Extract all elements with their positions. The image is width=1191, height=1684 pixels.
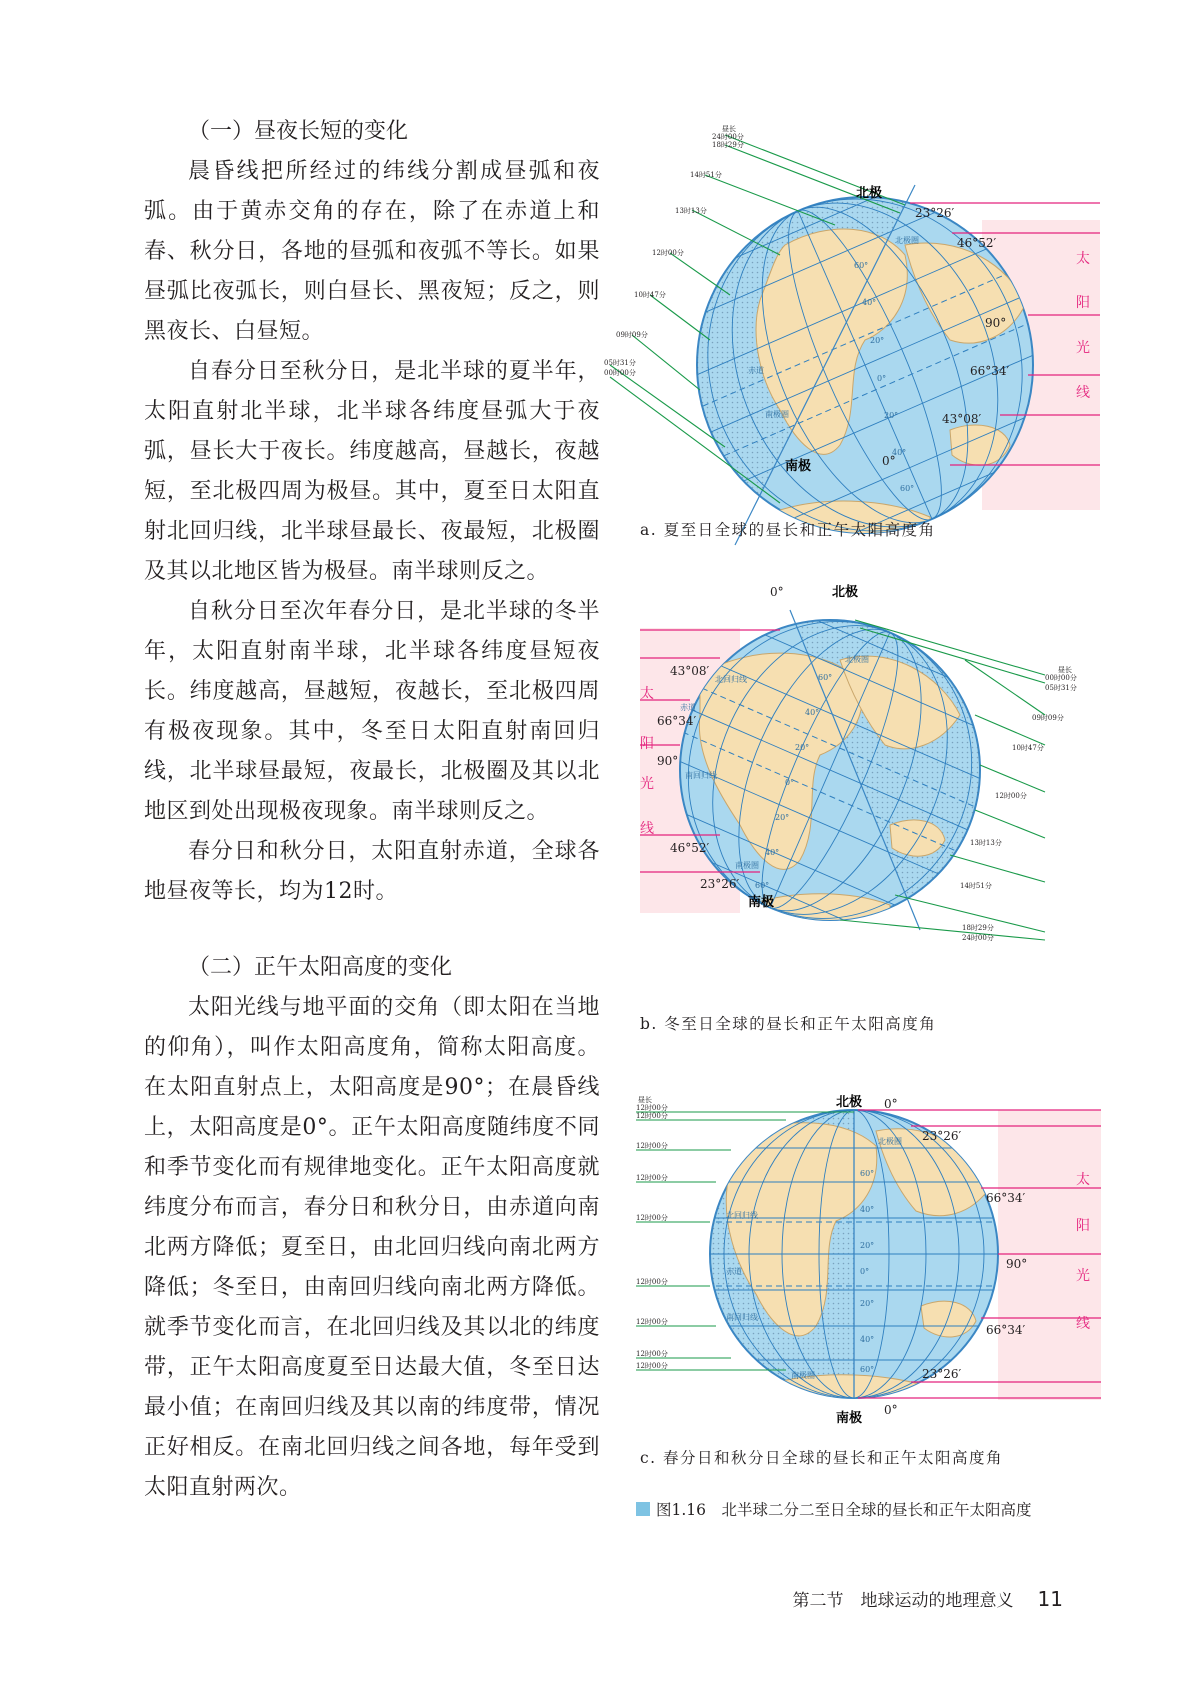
svg-text:12时00分: 12时00分 [636,1174,668,1182]
south-pole-label: 南极 [785,459,812,474]
svg-text:阳: 阳 [1076,295,1090,311]
svg-text:南极圈: 南极圈 [765,410,789,419]
svg-text:20°: 20° [860,1299,875,1308]
svg-text:60°: 60° [860,1169,875,1178]
svg-text:12时00分: 12时00分 [652,249,684,257]
north-pole-label: 北极 [832,585,859,600]
svg-text:赤道: 赤道 [748,366,764,375]
svg-text:赤道: 赤道 [680,703,696,712]
svg-text:光: 光 [1076,340,1090,356]
body-text-column [144,112,600,1508]
svg-text:00时00分: 00时00分 [1045,674,1077,682]
svg-text:12时00分: 12时00分 [636,1362,668,1370]
svg-text:12时00分: 12时00分 [636,1278,668,1286]
figure-summer-solstice [604,125,1100,510]
svg-text:赤道: 赤道 [726,1267,742,1276]
svg-text:05时31分: 05时31分 [1045,684,1077,692]
svg-text:40°: 40° [765,848,780,857]
svg-text:20°: 20° [775,813,790,822]
svg-text:66°34′: 66°34′ [986,1323,1026,1337]
svg-text:24时00分: 24时00分 [712,133,744,141]
svg-text:90°: 90° [657,754,679,768]
south-pole-label: 南极 [748,895,775,910]
svg-text:阳: 阳 [1076,1218,1090,1234]
svg-text:12时00分: 12时00分 [636,1104,668,1112]
svg-text:阳: 阳 [640,736,654,752]
svg-text:20°: 20° [884,411,899,420]
svg-text:0°: 0° [785,778,795,787]
svg-text:0°: 0° [884,1403,898,1417]
caption-winter-solstice: b. 冬至日全球的昼长和正午太阳高度角 [640,1015,937,1033]
svg-text:14时51分: 14时51分 [960,882,992,890]
svg-text:24时00分: 24时00分 [962,934,994,942]
svg-text:0°: 0° [860,1267,870,1276]
svg-text:0°: 0° [877,374,887,383]
svg-text:43°08′: 43°08′ [670,664,710,678]
svg-text:0°: 0° [884,1097,898,1111]
svg-text:66°34′: 66°34′ [657,714,697,728]
page-footer [793,1586,1063,1611]
section-title-noon-sun-altitude: （二）正午太阳高度的变化 [188,955,453,980]
svg-text:66°34′: 66°34′ [970,364,1010,378]
svg-text:23°26′: 23°26′ [922,1367,962,1381]
day-length-labels [960,673,1077,942]
svg-text:23°26′: 23°26′ [915,206,955,220]
paragraph: 太阳光线与地平面的交角（即太阳在当地的仰角），叫作太阳高度角，简称太阳高度。在太阳直射点上，太阳高度是90°；在晨昏线上，太阳高度是0°。正午太阳高度随纬度不同和季节变化而有规律地变化。正午太阳高度就纬度分布而言，春分日和秋分日，由赤道向南北两方降低；夏至日，由北回归线向南北两方降低；冬至日，由南回归线向南北两方降低。就季节变化而言，在北回归线及其以北的纬度带，正午太阳高度夏至日达最大值，冬至日达最小值；在南回归线及其以南的纬度带，情况正好相反。在南北回归线之间各地，每年受到太阳直射两次。 [144,995,600,1500]
day-length-header: 昼长 [1058,666,1072,674]
caption-equinox: c. 春分日和秋分日全球的昼长和正午太阳高度角 [640,1449,1004,1467]
figure-caption-text: 图1.16 北半球二分二至日全球的昼长和正午太阳高度 [656,1501,1032,1519]
svg-text:北回归线: 北回归线 [726,1211,758,1220]
figure-winter-solstice [640,585,1100,995]
svg-text:40°: 40° [860,1205,875,1214]
svg-text:光: 光 [640,776,654,792]
paragraph: 自春分日至秋分日，是北半球的夏半年，太阳直射北半球，北半球各纬度昼弧大于夜弧，昼长大于夜长。纬度越高，昼越长，夜越短，至北极四周为极昼。其中，夏至日太阳直射北回归线，北半球昼最长、夜最短，北极圈及其以北地区皆为极昼。南半球则反之。 [144,359,600,584]
svg-text:05时31分: 05时31分 [604,359,636,367]
svg-text:北极圈: 北极圈 [845,655,869,664]
north-pole-label: 北极 [836,1095,863,1110]
sunlight-band [998,1110,1101,1400]
svg-text:12时00分: 12时00分 [636,1112,668,1120]
svg-text:南回归线: 南回归线 [726,1313,758,1322]
svg-text:40°: 40° [892,448,907,457]
svg-text:20°: 20° [870,336,885,345]
svg-text:60°: 60° [854,261,869,270]
svg-text:南极圈: 南极圈 [791,1371,815,1380]
svg-text:北极圈: 北极圈 [895,236,919,245]
svg-text:南极圈: 南极圈 [735,861,759,870]
svg-text:90°: 90° [1006,1257,1028,1271]
svg-text:13时13分: 13时13分 [675,207,707,215]
svg-text:09时09分: 09时09分 [616,331,648,339]
svg-text:0°: 0° [770,585,784,599]
svg-text:12时00分: 12时00分 [636,1350,668,1358]
svg-text:线: 线 [1076,385,1090,401]
svg-text:0°: 0° [882,454,896,468]
svg-text:00时00分: 00时00分 [604,369,636,377]
svg-text:40°: 40° [805,708,820,717]
svg-text:23°26′: 23°26′ [700,877,740,891]
svg-text:10时47分: 10时47分 [1012,744,1044,752]
svg-text:40°: 40° [862,298,877,307]
svg-text:43°08′: 43°08′ [942,412,982,426]
svg-text:46°52′: 46°52′ [957,236,997,250]
svg-text:14时51分: 14时51分 [690,171,722,179]
page-number: 11 [1037,1587,1063,1611]
day-length-header: 昼长 [638,1096,652,1104]
svg-text:12时00分: 12时00分 [636,1142,668,1150]
svg-text:太: 太 [640,686,654,702]
svg-text:90°: 90° [985,316,1007,330]
svg-text:60°: 60° [818,673,833,682]
winter-solstice-diagram [640,585,1100,995]
svg-text:09时09分: 09时09分 [1032,714,1064,722]
svg-text:60°: 60° [900,484,915,493]
svg-text:线: 线 [640,821,654,837]
svg-text:20°: 20° [795,743,810,752]
equinox-diagram [636,1096,1101,1426]
svg-text:10时47分: 10时47分 [634,291,666,299]
svg-text:光: 光 [1076,1268,1090,1284]
caption-summer-solstice: a. 夏至日全球的昼长和正午太阳高度角 [640,521,936,539]
day-length-header: 昼长 [722,125,736,133]
svg-text:12时00分: 12时00分 [636,1214,668,1222]
figure-caption [636,1498,1032,1520]
svg-text:66°34′: 66°34′ [986,1191,1026,1205]
svg-text:60°: 60° [860,1365,875,1374]
svg-text:46°52′: 46°52′ [670,841,710,855]
section-title-day-night-length: （一）昼夜长短的变化 [188,119,409,144]
svg-text:18时29分: 18时29分 [712,141,744,149]
svg-text:18时29分: 18时29分 [962,924,994,932]
svg-text:12时00分: 12时00分 [995,792,1027,800]
north-pole-label: 北极 [856,186,883,201]
paragraph: 自秋分日至次年春分日，是北半球的冬半年，太阳直射南半球，北半球各纬度昼短夜长。纬度越高，昼越短，夜越长，至北极四周有极夜现象。其中，冬至日太阳直射南回归线，北半球昼最短，夜最长，北极圈及其以北地区到处出现极夜现象。南半球则反之。 [144,599,600,824]
paragraph: 晨昏线把所经过的纬线分割成昼弧和夜弧。由于黄赤交角的存在，除了在赤道上和春、秋分日，各地的昼弧和夜弧不等长。如果昼弧比夜弧长，则白昼长、黑夜短；反之，则黑夜长、白昼短。 [144,159,600,344]
svg-text:太: 太 [1076,1172,1090,1188]
south-pole-label: 南极 [836,1411,863,1426]
caption-square-icon [636,1502,650,1516]
svg-text:13时13分: 13时13分 [970,839,1002,847]
svg-text:北极圈: 北极圈 [878,1137,902,1146]
svg-text:北回归线: 北回归线 [715,675,747,684]
svg-text:23°26′: 23°26′ [922,1129,962,1143]
svg-text:太: 太 [1076,251,1090,267]
svg-text:南回归线: 南回归线 [685,771,717,780]
svg-text:线: 线 [1076,1316,1090,1332]
svg-text:40°: 40° [860,1335,875,1344]
paragraph: 春分日和秋分日，太阳直射赤道，全球各地昼夜等长，均为12时。 [144,839,600,904]
svg-text:12时00分: 12时00分 [636,1318,668,1326]
svg-text:60°: 60° [755,881,770,890]
day-length-labels [636,1103,668,1370]
svg-text:20°: 20° [860,1241,875,1250]
figure-equinox [636,1096,1101,1426]
summer-solstice-diagram [604,125,1100,510]
footer-section-title: 第二节 地球运动的地理意义 [792,1591,1014,1611]
